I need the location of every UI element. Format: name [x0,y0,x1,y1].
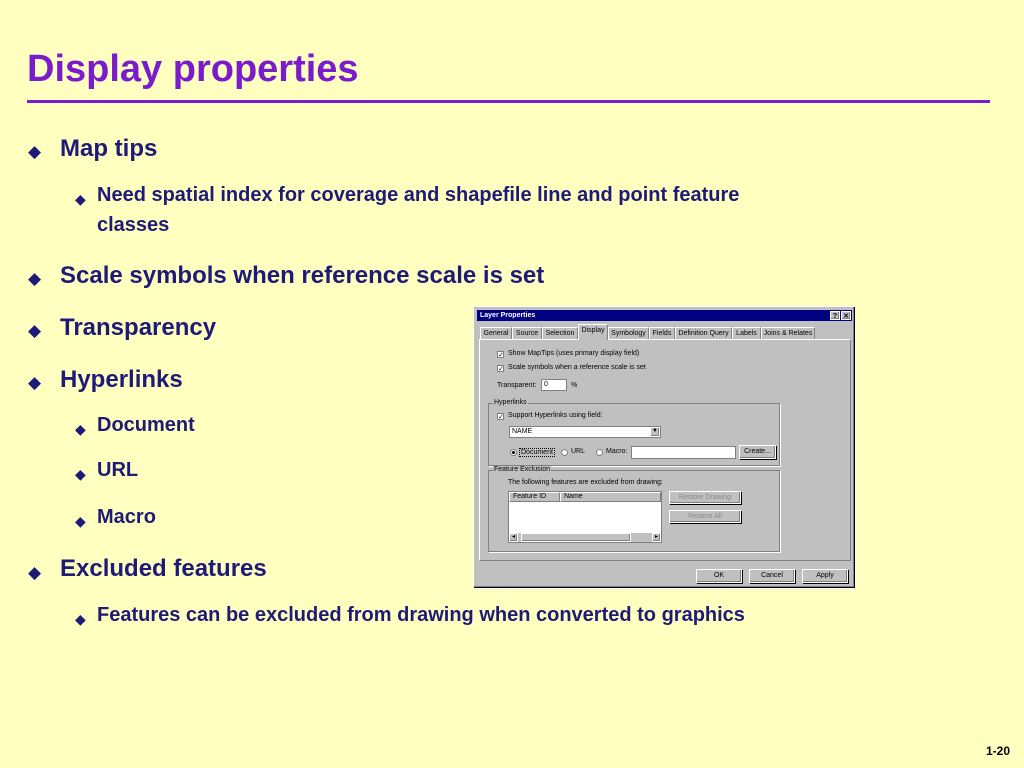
diamond-bullet-icon: ◆ [28,563,42,582]
tab-fields[interactable]: Fields [649,327,675,339]
chevron-down-icon[interactable]: ▼ [650,427,660,437]
document-radio-label: Document [521,449,553,456]
feature-exclusion-group [488,466,780,552]
diamond-bullet-icon: ◆ [28,321,42,340]
diamond-bullet-icon: ◆ [28,269,42,288]
sub-bullet-spatial-index: Need spatial index for coverage and shapefile line and point feature [97,184,740,206]
show-maptips-checkbox[interactable]: ✓ [498,352,504,359]
hyperlinks-group-label: Hyperlinks [494,399,527,406]
diamond-bullet-icon: ◆ [75,421,86,437]
restore-drawing-button[interactable]: Restore Drawing [669,491,741,504]
url-radio-label: URL [571,448,586,455]
slide-title: Display properties [27,48,359,90]
scroll-left-icon[interactable]: ◂ [509,533,518,542]
apply-button[interactable]: Apply [802,569,848,583]
page-number: 1-20 [985,744,1010,758]
tab-selection[interactable]: Selection [542,327,578,339]
close-button[interactable]: ✕ [841,311,851,320]
transparent-unit: % [571,382,578,389]
layer-properties-dialog [473,306,856,589]
transparent-label: Transparent: [497,382,537,389]
tab-display[interactable]: Display [578,324,608,340]
show-maptips-label: Show MapTips (uses primary display field) [508,350,640,357]
macro-radio-label: Macro: [606,448,628,455]
feature-exclusion-group-label: Feature Exclusion [494,466,551,473]
title-rule [27,100,990,103]
sub-bullet-macro: Macro [97,506,156,528]
cancel-button[interactable]: Cancel [749,569,795,583]
hyperlink-field-value: NAME [512,428,533,435]
dialog-titlebar[interactable] [477,310,852,321]
column-header-name[interactable]: Name [560,492,661,502]
tab-labels[interactable]: Labels [732,327,761,339]
diamond-bullet-icon: ◆ [75,191,86,207]
sub-bullet-document: Document [97,414,195,436]
support-hyperlinks-checkbox[interactable]: ✓ [498,414,504,421]
display-tab-panel [479,339,851,561]
bullet-hyperlinks: Hyperlinks [60,366,183,393]
diamond-bullet-icon: ◆ [75,466,86,482]
help-button[interactable]: ? [830,311,840,320]
bullet-transparency: Transparency [60,314,217,341]
tab-general[interactable]: General [480,327,512,339]
restore-all-button[interactable]: Restore All [669,510,741,523]
bullet-map-tips: Map tips [60,135,158,162]
diamond-bullet-icon: ◆ [75,513,86,529]
scroll-thumb[interactable] [521,533,631,542]
scroll-right-icon[interactable]: ▸ [652,533,661,542]
macro-radio[interactable] [596,449,603,456]
horizontal-scrollbar[interactable] [509,533,661,542]
scale-symbols-checkbox[interactable]: ✓ [498,366,504,373]
document-radio[interactable] [510,449,517,456]
sub-bullet-url: URL [97,459,139,481]
hyperlink-field-select[interactable] [509,426,661,438]
transparent-input[interactable]: 0 [541,379,567,391]
tab-joins-relates[interactable]: Joins & Relates [761,327,815,339]
url-radio[interactable] [561,449,568,456]
column-header-feature-id[interactable]: Feature ID [509,492,560,502]
sub-bullet-spatial-index-cont: classes [97,214,170,236]
tab-definition-query[interactable]: Definition Query [675,327,732,339]
hyperlinks-group [488,399,780,466]
diamond-bullet-icon: ◆ [28,142,42,161]
bullet-excluded-features: Excluded features [60,555,267,582]
macro-input[interactable] [631,446,736,459]
tab-source[interactable]: Source [512,327,542,339]
excluded-features-list[interactable] [508,491,662,543]
tab-symbology[interactable]: Symbology [608,327,649,339]
exclusion-description: The following features are excluded from drawing: [508,479,663,486]
support-hyperlinks-label: Support Hyperlinks using field: [508,412,603,419]
scale-symbols-label: Scale symbols when a reference scale is set [508,364,646,371]
bullet-scale-symbols: Scale symbols when reference scale is set [60,262,545,289]
dialog-title: Layer Properties [480,312,536,319]
create-button[interactable]: Create... [739,445,776,459]
ok-button[interactable]: OK [696,569,742,583]
sub-bullet-features-excluded: Features can be excluded from drawing when converted to graphics [97,604,745,626]
diamond-bullet-icon: ◆ [75,611,86,627]
diamond-bullet-icon: ◆ [28,373,42,392]
